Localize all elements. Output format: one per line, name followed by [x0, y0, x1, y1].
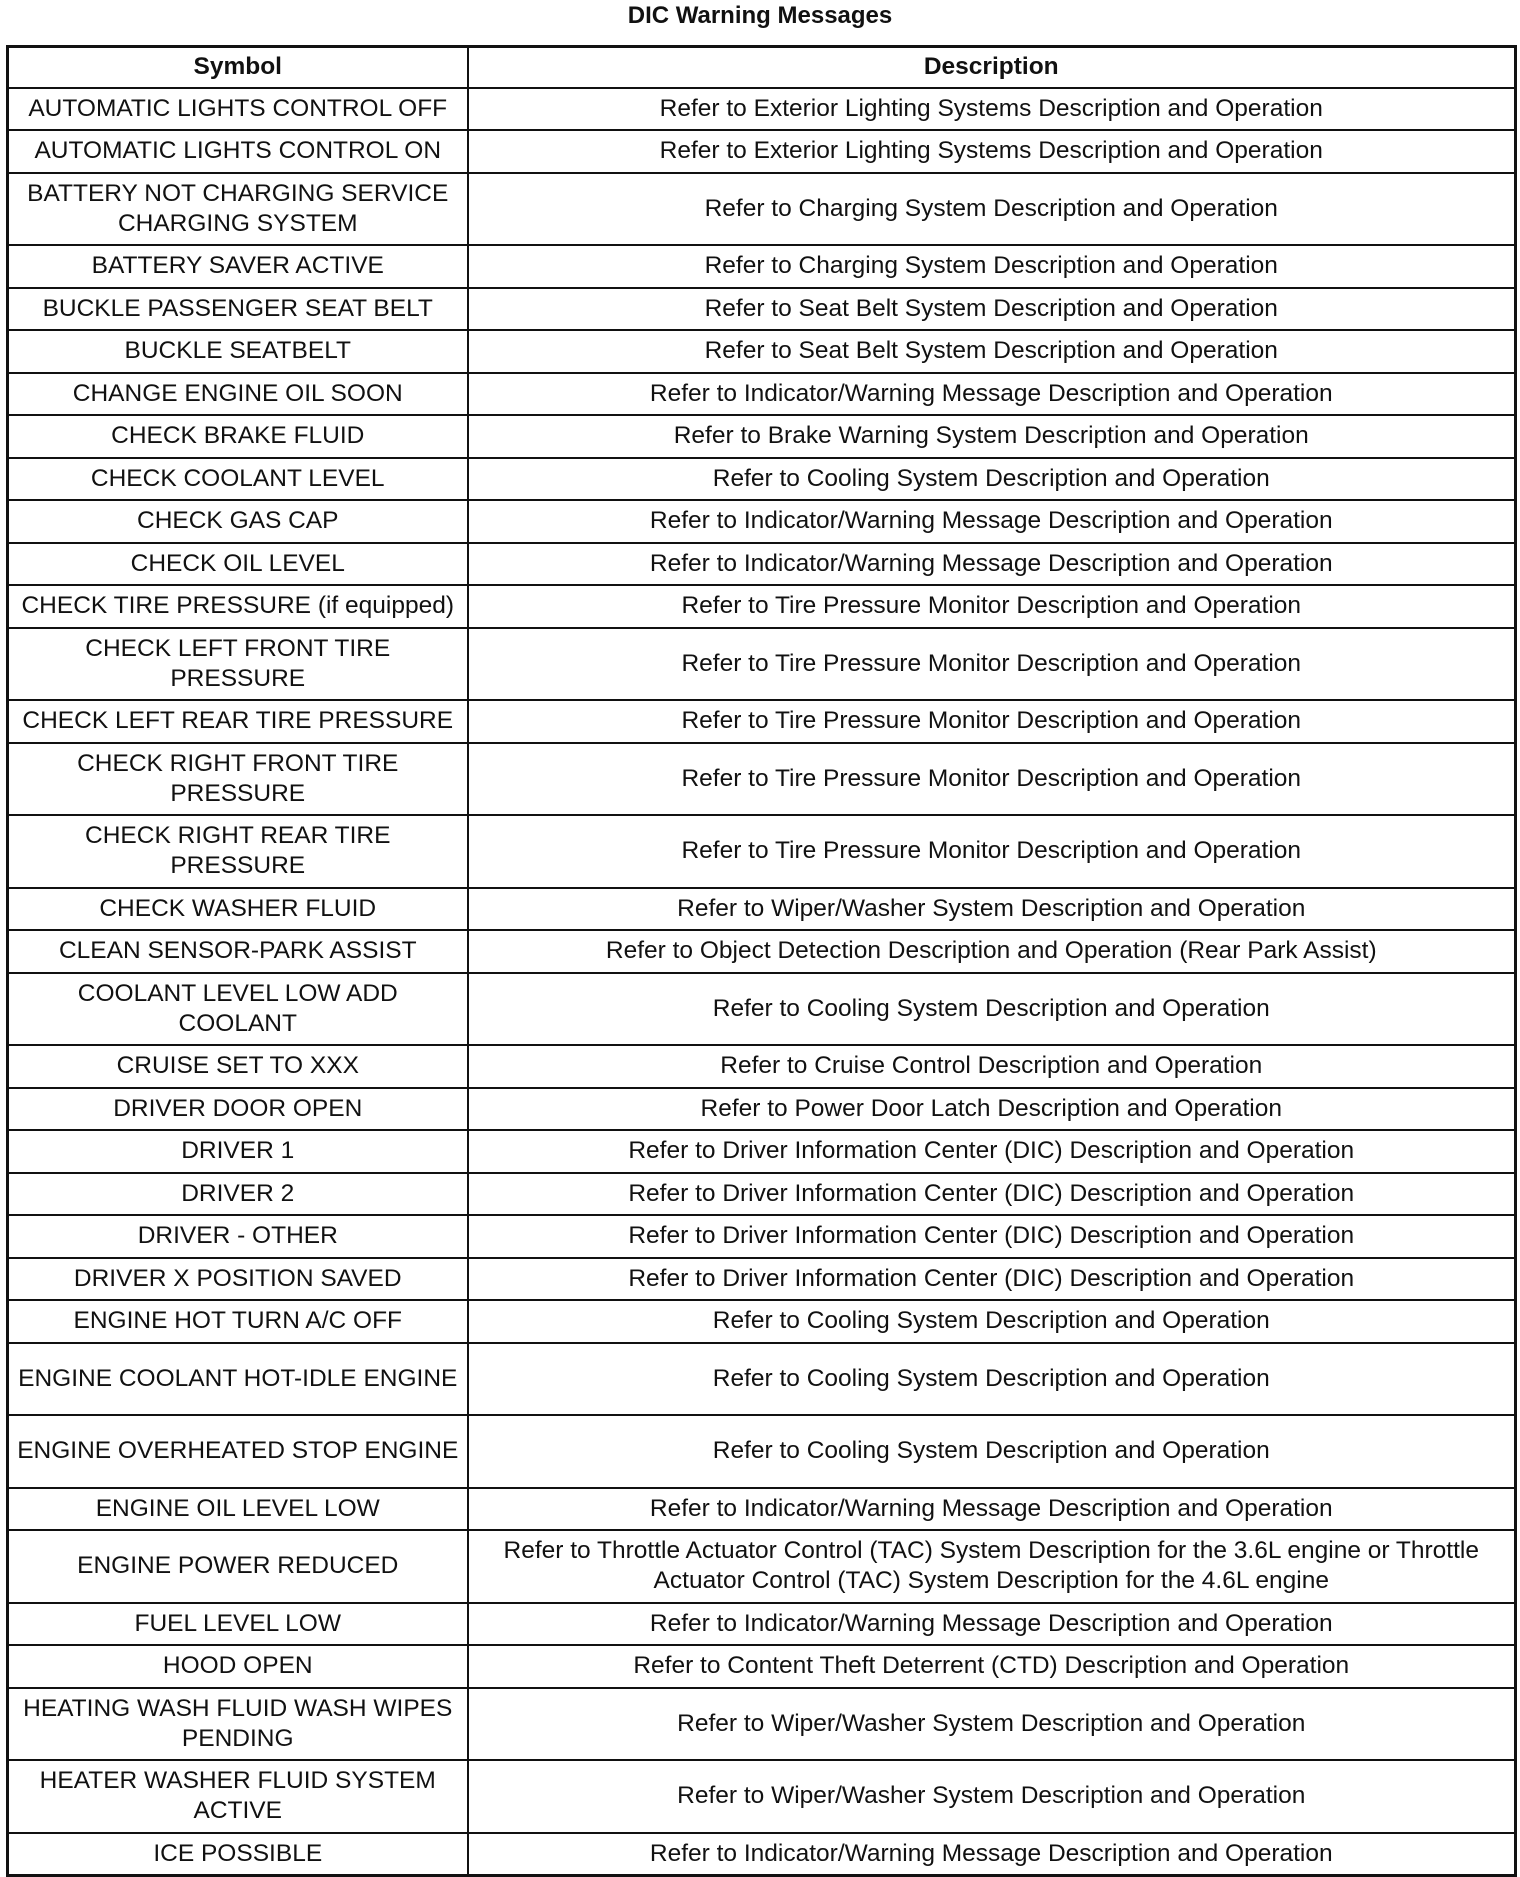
- description-cell: Refer to Object Detection Description and Operation (Rear Park Assist): [468, 930, 1516, 973]
- description-cell: Refer to Indicator/Warning Message Description and Operation: [468, 500, 1516, 543]
- table-row: [8, 628, 1516, 701]
- table-row: [8, 1645, 1516, 1688]
- table-row: [8, 288, 1516, 331]
- symbol-cell: FUEL LEVEL LOW: [8, 1603, 468, 1646]
- table-row: [8, 1688, 1516, 1761]
- symbol-cell: COOLANT LEVEL LOW ADD COOLANT: [8, 973, 468, 1046]
- symbol-cell: CHECK RIGHT FRONT TIRE PRESSURE: [8, 743, 468, 816]
- table-row: [8, 245, 1516, 288]
- table-row: [8, 1603, 1516, 1646]
- table-row: [8, 585, 1516, 628]
- description-cell: Refer to Power Door Latch Description and Operation: [468, 1088, 1516, 1131]
- table-row: [8, 458, 1516, 501]
- symbol-cell: BATTERY SAVER ACTIVE: [8, 245, 468, 288]
- description-cell: Refer to Throttle Actuator Control (TAC) System Description for the 3.6L engine or Throttle Actuator Control (TAC) System Description for the 4.6L engine: [468, 1530, 1516, 1603]
- table-row: [8, 743, 1516, 816]
- description-cell: Refer to Tire Pressure Monitor Description and Operation: [468, 700, 1516, 743]
- table-row: [8, 415, 1516, 458]
- description-cell: Refer to Cooling System Description and Operation: [468, 458, 1516, 501]
- symbol-cell: BUCKLE SEATBELT: [8, 330, 468, 373]
- table-row: [8, 543, 1516, 586]
- description-cell: Refer to Indicator/Warning Message Description and Operation: [468, 1833, 1516, 1876]
- table-row: [8, 88, 1516, 131]
- description-cell: Refer to Content Theft Deterrent (CTD) Description and Operation: [468, 1645, 1516, 1688]
- description-cell: Refer to Cooling System Description and Operation: [468, 1343, 1516, 1416]
- column-header-symbol: Symbol: [8, 47, 468, 88]
- table-row: [8, 173, 1516, 246]
- description-cell: Refer to Cruise Control Description and Operation: [468, 1045, 1516, 1088]
- description-cell: Refer to Seat Belt System Description and Operation: [468, 288, 1516, 331]
- symbol-cell: BUCKLE PASSENGER SEAT BELT: [8, 288, 468, 331]
- symbol-cell: ENGINE HOT TURN A/C OFF: [8, 1300, 468, 1343]
- description-cell: Refer to Tire Pressure Monitor Description and Operation: [468, 815, 1516, 888]
- table-row: [8, 1173, 1516, 1216]
- table-row: [8, 930, 1516, 973]
- symbol-cell: DRIVER 1: [8, 1130, 468, 1173]
- symbol-cell: CHECK GAS CAP: [8, 500, 468, 543]
- table-row: [8, 1488, 1516, 1531]
- description-cell: Refer to Exterior Lighting Systems Description and Operation: [468, 88, 1516, 131]
- symbol-cell: AUTOMATIC LIGHTS CONTROL ON: [8, 130, 468, 173]
- table-row: [8, 1045, 1516, 1088]
- table-row: [8, 973, 1516, 1046]
- symbol-cell: ENGINE OVERHEATED STOP ENGINE: [8, 1415, 468, 1488]
- column-header-description: Description: [468, 47, 1516, 88]
- description-cell: Refer to Wiper/Washer System Description and Operation: [468, 1760, 1516, 1833]
- table-row: [8, 1343, 1516, 1416]
- table-row: [8, 1833, 1516, 1876]
- symbol-cell: CRUISE SET TO XXX: [8, 1045, 468, 1088]
- symbol-cell: AUTOMATIC LIGHTS CONTROL OFF: [8, 88, 468, 131]
- symbol-cell: ENGINE COOLANT HOT-IDLE ENGINE: [8, 1343, 468, 1416]
- symbol-cell: ICE POSSIBLE: [8, 1833, 468, 1876]
- table-row: [8, 1088, 1516, 1131]
- symbol-cell: CHANGE ENGINE OIL SOON: [8, 373, 468, 416]
- description-cell: Refer to Cooling System Description and Operation: [468, 973, 1516, 1046]
- symbol-cell: CHECK WASHER FLUID: [8, 888, 468, 931]
- symbol-cell: CHECK TIRE PRESSURE (if equipped): [8, 585, 468, 628]
- description-cell: Refer to Tire Pressure Monitor Description and Operation: [468, 585, 1516, 628]
- description-cell: Refer to Driver Information Center (DIC) Description and Operation: [468, 1215, 1516, 1258]
- table-row: [8, 1530, 1516, 1603]
- symbol-cell: HOOD OPEN: [8, 1645, 468, 1688]
- description-cell: Refer to Seat Belt System Description and Operation: [468, 330, 1516, 373]
- symbol-cell: ENGINE OIL LEVEL LOW: [8, 1488, 468, 1531]
- symbol-cell: DRIVER DOOR OPEN: [8, 1088, 468, 1131]
- symbol-cell: CHECK LEFT FRONT TIRE PRESSURE: [8, 628, 468, 701]
- table-row: [8, 1415, 1516, 1488]
- symbol-cell: CHECK OIL LEVEL: [8, 543, 468, 586]
- table-row: [8, 1215, 1516, 1258]
- description-cell: Refer to Charging System Description and Operation: [468, 173, 1516, 246]
- description-cell: Refer to Indicator/Warning Message Description and Operation: [468, 543, 1516, 586]
- description-cell: Refer to Wiper/Washer System Description and Operation: [468, 888, 1516, 931]
- table-row: [8, 1258, 1516, 1301]
- description-cell: Refer to Charging System Description and Operation: [468, 245, 1516, 288]
- symbol-cell: BATTERY NOT CHARGING SERVICE CHARGING SYSTEM: [8, 173, 468, 246]
- table-row: [8, 815, 1516, 888]
- table-row: [8, 1130, 1516, 1173]
- symbol-cell: CHECK COOLANT LEVEL: [8, 458, 468, 501]
- table-row: [8, 888, 1516, 931]
- table-row: [8, 330, 1516, 373]
- description-cell: Refer to Exterior Lighting Systems Description and Operation: [468, 130, 1516, 173]
- description-cell: Refer to Brake Warning System Description and Operation: [468, 415, 1516, 458]
- dic-warning-messages-table: [6, 45, 1517, 1877]
- symbol-cell: HEATING WASH FLUID WASH WIPES PENDING: [8, 1688, 468, 1761]
- symbol-cell: CLEAN SENSOR-PARK ASSIST: [8, 930, 468, 973]
- table-row: [8, 373, 1516, 416]
- description-cell: Refer to Cooling System Description and Operation: [468, 1300, 1516, 1343]
- table-row: [8, 130, 1516, 173]
- symbol-cell: CHECK RIGHT REAR TIRE PRESSURE: [8, 815, 468, 888]
- table-row: [8, 500, 1516, 543]
- table-header-row: [8, 47, 1516, 88]
- symbol-cell: HEATER WASHER FLUID SYSTEM ACTIVE: [8, 1760, 468, 1833]
- symbol-cell: DRIVER 2: [8, 1173, 468, 1216]
- table-row: [8, 1300, 1516, 1343]
- symbol-cell: CHECK LEFT REAR TIRE PRESSURE: [8, 700, 468, 743]
- description-cell: Refer to Driver Information Center (DIC) Description and Operation: [468, 1130, 1516, 1173]
- description-cell: Refer to Driver Information Center (DIC) Description and Operation: [468, 1258, 1516, 1301]
- description-cell: Refer to Indicator/Warning Message Description and Operation: [468, 1488, 1516, 1531]
- symbol-cell: DRIVER X POSITION SAVED: [8, 1258, 468, 1301]
- table-row: [8, 1760, 1516, 1833]
- symbol-cell: DRIVER - OTHER: [8, 1215, 468, 1258]
- symbol-cell: ENGINE POWER REDUCED: [8, 1530, 468, 1603]
- description-cell: Refer to Tire Pressure Monitor Description and Operation: [468, 628, 1516, 701]
- description-cell: Refer to Cooling System Description and Operation: [468, 1415, 1516, 1488]
- page-title: DIC Warning Messages: [627, 2, 893, 29]
- description-cell: Refer to Indicator/Warning Message Description and Operation: [468, 373, 1516, 416]
- symbol-cell: CHECK BRAKE FLUID: [8, 415, 468, 458]
- description-cell: Refer to Wiper/Washer System Description and Operation: [468, 1688, 1516, 1761]
- description-cell: Refer to Tire Pressure Monitor Description and Operation: [468, 743, 1516, 816]
- description-cell: Refer to Indicator/Warning Message Description and Operation: [468, 1603, 1516, 1646]
- description-cell: Refer to Driver Information Center (DIC) Description and Operation: [468, 1173, 1516, 1216]
- table-row: [8, 700, 1516, 743]
